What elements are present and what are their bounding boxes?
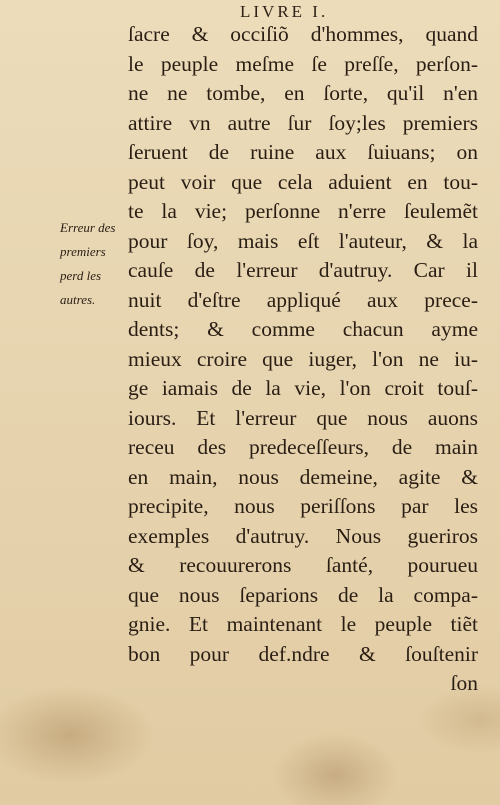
text-line: cauſe de l'erreur d'autruy. Car il	[128, 258, 478, 282]
text-line: & recouurerons ſanté, pourueu	[128, 553, 478, 577]
text-line: ge iamais de la vie, l'on croit touſ-	[128, 376, 478, 400]
text-line: precipite, nous periſſons par les	[128, 494, 478, 518]
text-line: mieux croire que iuger, l'on ne iu-	[128, 346, 478, 371]
catchword: ſon	[450, 671, 478, 695]
text-line: bon pour def.ndre & ſouſtenir	[128, 641, 478, 666]
margin-note-line: perd les	[60, 268, 102, 283]
text-line: iours. Et l'erreur que nous auons	[128, 405, 478, 430]
text-line: le peuple meſme ſe preſſe, perſon-	[128, 51, 478, 76]
text-line: exemples d'autruy. Nous gueriros	[128, 523, 478, 548]
text-line: te la vie; perſonne n'erre ſeulemẽt	[128, 199, 478, 223]
text-line: receu des predeceſſeurs, de main	[128, 435, 478, 459]
text-line: gnie. Et maintenant le peuple tiẽt	[128, 612, 478, 636]
text-line: que nous ſeparions de la compa-	[128, 582, 478, 607]
body-text	[128, 20, 478, 699]
running-head: LIVRE I.	[240, 2, 329, 21]
text-line: peut voir que cela aduient en tou-	[128, 169, 478, 194]
text-line: en main, nous demeine, agite &	[128, 464, 478, 489]
margin-note-line: autres.	[60, 292, 96, 307]
text-line: nuit d'eſtre appliqué aux prece-	[128, 287, 478, 312]
text-line: ſacre & occiſiõ d'hommes, quand	[128, 22, 478, 46]
text-line: pour ſoy, mais eſt l'auteur, & la	[128, 228, 478, 253]
margin-note-line: premiers	[60, 244, 106, 259]
text-line: attire vn autre ſur ſoy;les premiers	[128, 110, 478, 135]
text-line: ſeruent de ruine aux ſuiuans; on	[128, 140, 478, 164]
margin-note-line: Erreur des	[60, 220, 116, 235]
text-line: dents; & comme chacun ayme	[128, 317, 478, 341]
margin-note	[60, 216, 136, 312]
text-line: ne ne tombe, en ſorte, qu'il n'en	[128, 81, 478, 105]
